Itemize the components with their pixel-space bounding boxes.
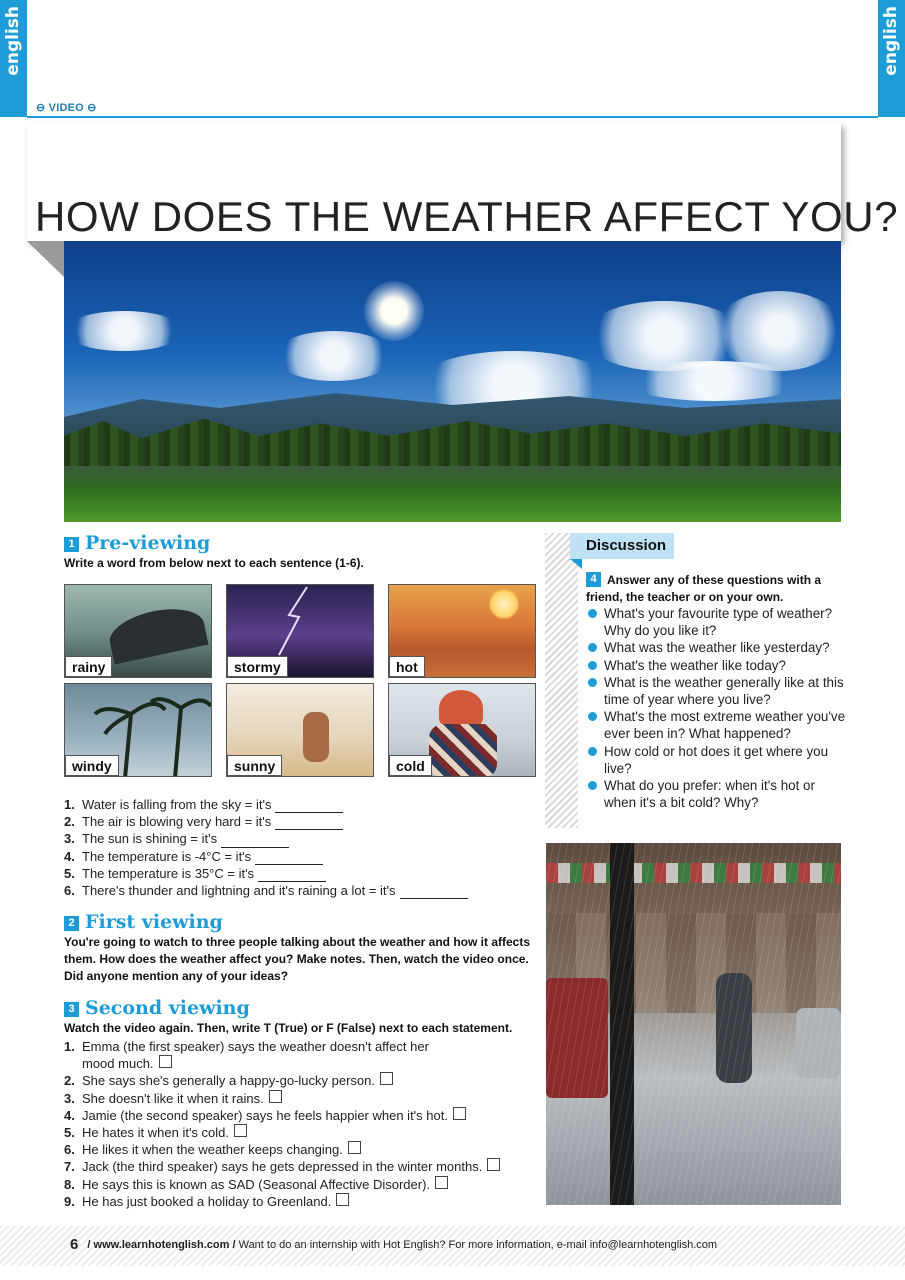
list-item: 1. Emma (the first speaker) says the weather doesn't affect her (64, 1039, 429, 1054)
list-item: 4. The temperature is -4°C = it's (64, 848, 468, 865)
answer-blank[interactable] (255, 848, 323, 865)
sun-glare (364, 281, 424, 341)
windy-photo (64, 683, 212, 777)
section-number: 4 (586, 572, 601, 587)
list-item: 5. He hates it when it's cold. (64, 1124, 534, 1141)
title-fold-decoration (27, 241, 64, 277)
list-item: What's the most extreme weather you've ever been in? What happened? (586, 708, 846, 742)
answer-blank[interactable] (221, 830, 289, 847)
answer-checkbox[interactable] (234, 1124, 247, 1137)
list-item: What's the weather like today? (586, 657, 846, 674)
answer-checkbox[interactable] (380, 1072, 393, 1085)
list-item: 9. He has just booked a holiday to Greenland. (64, 1193, 534, 1210)
brand-tab-left (0, 0, 27, 117)
tile-label: cold (389, 755, 432, 776)
tile-label: sunny (227, 755, 282, 776)
list-item: What is the weather generally like at this time of year where you live? (586, 674, 846, 708)
first-viewing-instruction: You're going to watch to three people talking about the weather and how it affects them. How does the weather affect you? Make notes. Then, watch the video once. Did anyone mention any of your ideas? (64, 935, 531, 983)
cold-photo (388, 683, 536, 777)
list-item: How cold or hot does it get where you live? (586, 743, 846, 777)
list-item: 8. He says this is known as SAD (Seasonal Affective Disorder). (64, 1176, 534, 1193)
list-item: 6. There's thunder and lightning and it's raining a lot = it's (64, 882, 468, 899)
discussion-corner-decoration (570, 559, 582, 569)
header-rule (27, 116, 878, 118)
section-number: 2 (64, 916, 79, 931)
list-item: 2. She says she's generally a happy-go-lucky person. (64, 1072, 534, 1089)
second-viewing-instruction: Watch the video again. Then, write T (True) or F (False) next to each statement. (64, 1021, 513, 1035)
section-heading-previewing: 1 Pre-viewing (64, 532, 210, 554)
discussion-stripe-decoration (545, 533, 578, 828)
list-item: 6. He likes it when the weather keeps changing. (64, 1141, 534, 1158)
list-item: What was the weather like yesterday? (586, 639, 846, 656)
answer-blank[interactable] (400, 882, 468, 899)
list-item: 2. The air is blowing very hard = it's (64, 813, 468, 830)
list-item: 7. Jack (the third speaker) says he gets depressed in the winter months. (64, 1158, 534, 1175)
answer-checkbox[interactable] (348, 1141, 361, 1154)
list-item: What do you prefer: when it's hot or when it's a bit cold? Why? (586, 777, 846, 811)
tile-label: rainy (65, 656, 112, 677)
rainy-street-photo (546, 843, 841, 1205)
previewing-sentence-list (64, 796, 468, 899)
answer-checkbox[interactable] (336, 1193, 349, 1206)
tile-label: hot (389, 656, 425, 677)
footer-url[interactable]: / www.learnhotenglish.com / (87, 1239, 236, 1251)
discussion-question-list (586, 605, 846, 811)
list-item: 3. The sun is shining = it's (64, 830, 468, 847)
section-label: ⊖ VIDEO ⊖ (36, 102, 97, 114)
hot-photo (388, 584, 536, 678)
list-item: 1. Water is falling from the sky = it's (64, 796, 468, 813)
previewing-instruction: Write a word from below next to each sentence (1-6). (64, 556, 364, 570)
brand-logo-text: english (3, 6, 23, 76)
section-number: 1 (64, 537, 79, 552)
answer-checkbox[interactable] (435, 1176, 448, 1189)
brand-logo-text: english (881, 6, 901, 76)
list-item: mood much. (64, 1055, 534, 1072)
answer-checkbox[interactable] (269, 1090, 282, 1103)
footer-text: Want to do an internship with Hot English? For more information, e-mail info@learnhotenglish.com (238, 1239, 718, 1251)
tile-label: windy (65, 755, 119, 776)
answer-checkbox[interactable] (453, 1107, 466, 1120)
discussion-instruction: 4 Answer any of these questions with a friend, the teacher or on your own. (586, 573, 822, 604)
list-item: 3. She doesn't like it when it rains. (64, 1090, 534, 1107)
true-false-statement-list (64, 1038, 534, 1210)
title-card (27, 123, 899, 241)
section-heading-first-viewing: 2 First viewing (64, 911, 223, 933)
page-number: 6 (70, 1236, 79, 1253)
answer-blank[interactable] (275, 813, 343, 830)
tile-label: stormy (227, 656, 288, 677)
answer-blank[interactable] (275, 796, 343, 813)
list-item: 4. Jamie (the second speaker) says he feels happier when it's hot. (64, 1107, 534, 1124)
section-number: 3 (64, 1002, 79, 1017)
stormy-photo (226, 584, 374, 678)
list-item: What's your favourite type of weather? Why do you like it? (586, 605, 846, 639)
answer-checkbox[interactable] (159, 1055, 172, 1068)
answer-blank[interactable] (258, 865, 326, 882)
sunny-photo (226, 683, 374, 777)
rainy-photo (64, 584, 212, 678)
discussion-heading: Discussion (570, 533, 674, 559)
hero-landscape-image (64, 241, 841, 522)
brand-tab-right (878, 0, 905, 117)
answer-checkbox[interactable] (487, 1158, 500, 1171)
list-item: 5. The temperature is 35°C = it's (64, 865, 468, 882)
section-heading-second-viewing: 3 Second viewing (64, 997, 250, 1019)
footer (70, 1236, 717, 1253)
page-title: HOW DOES THE WEATHER AFFECT YOU? (35, 193, 899, 240)
